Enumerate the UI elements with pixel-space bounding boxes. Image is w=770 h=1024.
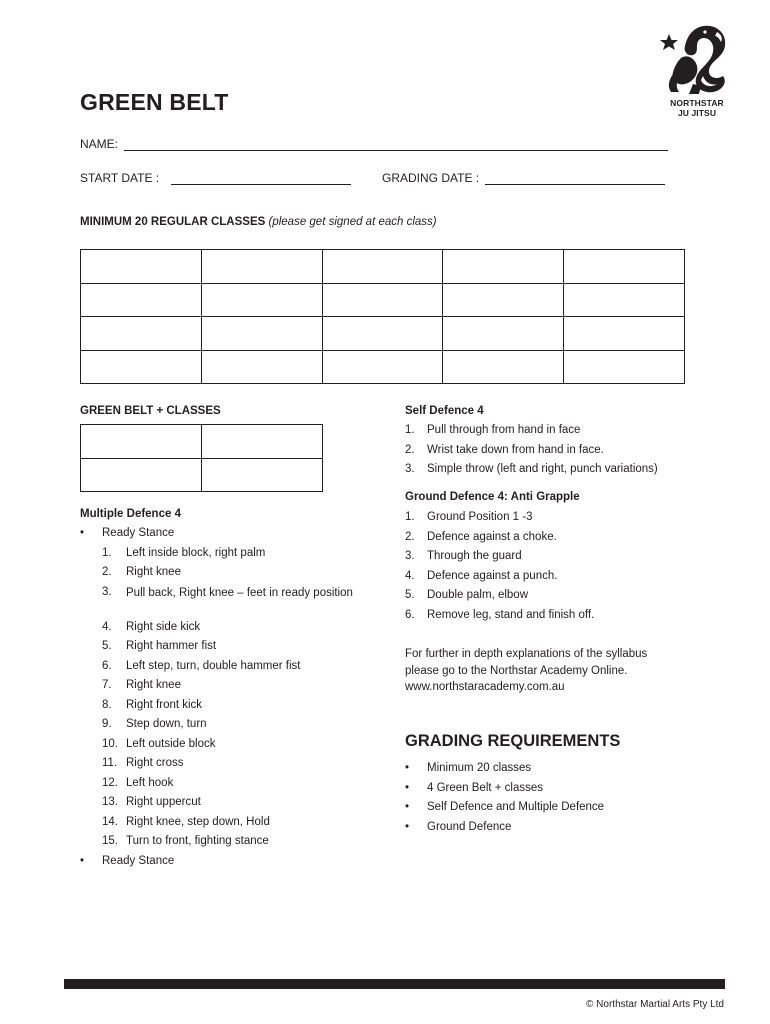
- list-text: Right knee: [126, 679, 181, 691]
- list-item: [80, 738, 360, 758]
- bullet-icon: •: [80, 854, 85, 867]
- list-number: 3.: [405, 550, 415, 562]
- list-number: 6.: [102, 659, 112, 672]
- list-text: Pull back, Right knee – feet in ready position: [126, 586, 353, 599]
- bullet-icon: •: [80, 527, 85, 539]
- list-item: [405, 609, 705, 629]
- list-text: Left hook: [126, 776, 174, 789]
- grading-date-label: GRADING DATE :: [382, 171, 480, 185]
- list-text: Defence against a punch.: [427, 569, 558, 582]
- signature-cell[interactable]: [81, 458, 202, 492]
- list-item: [405, 444, 705, 464]
- classes-heading-text: MINIMUM 20 REGULAR CLASSES: [80, 216, 266, 228]
- list-number: 2.: [102, 566, 112, 578]
- list-text: Self Defence and Multiple Defence: [427, 801, 605, 813]
- plus-classes-heading: GREEN BELT + CLASSES: [80, 405, 221, 417]
- list-item: [80, 835, 360, 855]
- list-item: [405, 550, 705, 570]
- list-text: Right hammer fist: [126, 640, 217, 652]
- list-text: Remove leg, stand and finish off.: [427, 608, 595, 621]
- list-number: 5.: [405, 589, 415, 601]
- multiple-defence-heading: Multiple Defence 4: [80, 508, 181, 520]
- list-number: 14.: [102, 815, 118, 828]
- signature-cell[interactable]: [201, 250, 322, 284]
- ground-defence-list: [405, 511, 705, 628]
- list-item: [405, 463, 705, 483]
- list-item: [80, 816, 360, 836]
- list-text: Turn to front, fighting stance: [126, 835, 269, 847]
- list-text: Left step, turn, double hammer fist: [126, 659, 301, 672]
- list-number: 7.: [102, 679, 112, 691]
- signature-cell[interactable]: [81, 425, 202, 459]
- signature-cell[interactable]: [564, 250, 685, 284]
- self-defence-heading: Self Defence 4: [405, 405, 484, 417]
- info-url[interactable]: www.northstaracademy.com.au: [405, 681, 565, 693]
- list-item: [405, 821, 705, 841]
- list-item: [80, 679, 360, 699]
- list-item: [80, 586, 360, 621]
- name-label: NAME:: [80, 137, 119, 151]
- bullet-icon: •: [405, 762, 410, 774]
- list-number: 1.: [405, 424, 415, 436]
- multiple-defence-list: [80, 527, 360, 874]
- list-text: Right cross: [126, 757, 184, 769]
- list-item: [80, 699, 360, 719]
- list-text: Right knee, step down, Hold: [126, 815, 270, 828]
- signature-cell[interactable]: [322, 317, 443, 351]
- signature-cell[interactable]: [564, 317, 685, 351]
- logo-line-2: JU JITSU: [677, 108, 717, 118]
- name-input-line[interactable]: [124, 139, 668, 151]
- list-number: 1.: [102, 546, 112, 559]
- list-number: 15.: [102, 835, 118, 847]
- list-number: 2.: [405, 530, 415, 543]
- ground-defence-heading: Ground Defence 4: Anti Grapple: [405, 491, 580, 503]
- list-text: Ground Position 1 -3: [427, 511, 533, 523]
- list-item: [80, 855, 360, 875]
- logo-line-1: NORTHSTAR: [670, 98, 724, 108]
- list-number: 6.: [405, 608, 415, 621]
- start-date-row: [80, 171, 351, 185]
- syllabus-info: [405, 646, 647, 696]
- info-line-1: For further in depth explanations of the syllabus: [405, 648, 648, 660]
- signature-cell[interactable]: [202, 458, 323, 492]
- signature-cell[interactable]: [201, 317, 322, 351]
- list-item: [80, 566, 360, 586]
- page-title: GREEN BELT: [80, 89, 229, 115]
- signature-cell[interactable]: [81, 350, 202, 384]
- grading-requirements-list: [405, 762, 705, 840]
- list-item: [405, 762, 705, 782]
- grading-requirements-heading: GRADING REQUIREMENTS: [405, 732, 621, 750]
- list-number: 3.: [102, 585, 112, 598]
- copyright: © Northstar Martial Arts Pty Ltd: [586, 999, 724, 1010]
- list-number: 12.: [102, 776, 118, 789]
- list-item: [405, 570, 705, 590]
- classes-heading-note: (please get signed at each class): [268, 216, 437, 228]
- list-text: Step down, turn: [126, 718, 207, 730]
- list-text: Ground Defence: [427, 820, 512, 833]
- list-item: [405, 511, 705, 531]
- list-item: [80, 621, 360, 641]
- list-text: Left outside block: [126, 737, 216, 750]
- info-line-2: please go to the Northstar Academy Online.: [405, 664, 628, 677]
- signature-cell[interactable]: [322, 350, 443, 384]
- list-text: Ready Stance: [102, 854, 175, 867]
- list-item: [80, 796, 360, 816]
- northstar-logo: [655, 22, 735, 122]
- self-defence-list: [405, 424, 705, 483]
- list-text: Left inside block, right palm: [126, 546, 266, 559]
- list-item: [405, 424, 705, 444]
- list-text: Defence against a choke.: [427, 530, 557, 543]
- list-number: 1.: [405, 511, 415, 523]
- name-field-row: [80, 137, 668, 151]
- regular-classes-grid: [80, 249, 685, 384]
- list-text: Right knee: [126, 566, 181, 578]
- list-item: [405, 801, 705, 821]
- list-number: 2.: [405, 443, 415, 456]
- list-text: Simple throw (left and right, punch variations): [427, 463, 658, 475]
- list-text: Right uppercut: [126, 796, 201, 808]
- signature-cell[interactable]: [443, 350, 564, 384]
- list-number: 13.: [102, 796, 118, 808]
- bullet-icon: •: [405, 781, 410, 794]
- footer-bar: [64, 979, 725, 989]
- signature-cell[interactable]: [443, 317, 564, 351]
- bullet-icon: •: [405, 801, 410, 813]
- bullet-icon: •: [405, 820, 410, 833]
- list-number: 8.: [102, 698, 112, 711]
- list-item: • Ready Stance: [80, 527, 175, 539]
- signature-cell[interactable]: [81, 283, 202, 317]
- signature-cell[interactable]: [443, 250, 564, 284]
- list-text: Pull through from hand in face: [427, 424, 581, 436]
- start-date-label: START DATE :: [80, 171, 160, 185]
- list-text: 4 Green Belt + classes: [427, 781, 544, 794]
- signature-cell[interactable]: [322, 283, 443, 317]
- list-item: [80, 640, 360, 660]
- grading-date-row: [382, 171, 665, 185]
- plus-classes-grid: [80, 424, 323, 492]
- signature-cell[interactable]: [81, 250, 202, 284]
- list-item: [80, 757, 360, 777]
- start-date-input-line[interactable]: [171, 173, 351, 185]
- list-text: Minimum 20 classes: [427, 762, 532, 774]
- list-item: [405, 589, 705, 609]
- signature-cell[interactable]: [81, 317, 202, 351]
- list-item: [80, 718, 360, 738]
- list-item: [405, 531, 705, 551]
- list-number: 3.: [405, 463, 415, 475]
- signature-cell[interactable]: [201, 283, 322, 317]
- list-text: Double palm, elbow: [427, 589, 529, 601]
- classes-heading: [80, 216, 437, 228]
- list-number: 5.: [102, 640, 112, 652]
- signature-cell[interactable]: [322, 250, 443, 284]
- list-number: 10.: [102, 737, 118, 750]
- list-item: [80, 547, 360, 567]
- list-number: 4.: [405, 569, 415, 582]
- signature-cell[interactable]: [443, 283, 564, 317]
- list-item: [80, 660, 360, 680]
- grading-date-input-line[interactable]: [485, 173, 665, 185]
- list-text: Right front kick: [126, 698, 203, 711]
- list-item: [80, 777, 360, 797]
- list-number: 4.: [102, 620, 112, 633]
- list-text: Wrist take down from hand in face.: [427, 443, 604, 456]
- signature-cell[interactable]: [564, 283, 685, 317]
- list-text: Through the guard: [427, 550, 522, 562]
- list-number: 9.: [102, 718, 112, 730]
- signature-cell[interactable]: [202, 425, 323, 459]
- signature-cell[interactable]: [564, 350, 685, 384]
- signature-cell[interactable]: [201, 350, 322, 384]
- dragon-star-icon: [659, 22, 731, 96]
- list-text: Right side kick: [126, 620, 201, 633]
- list-item: [405, 782, 705, 802]
- list-number: 11.: [102, 757, 118, 769]
